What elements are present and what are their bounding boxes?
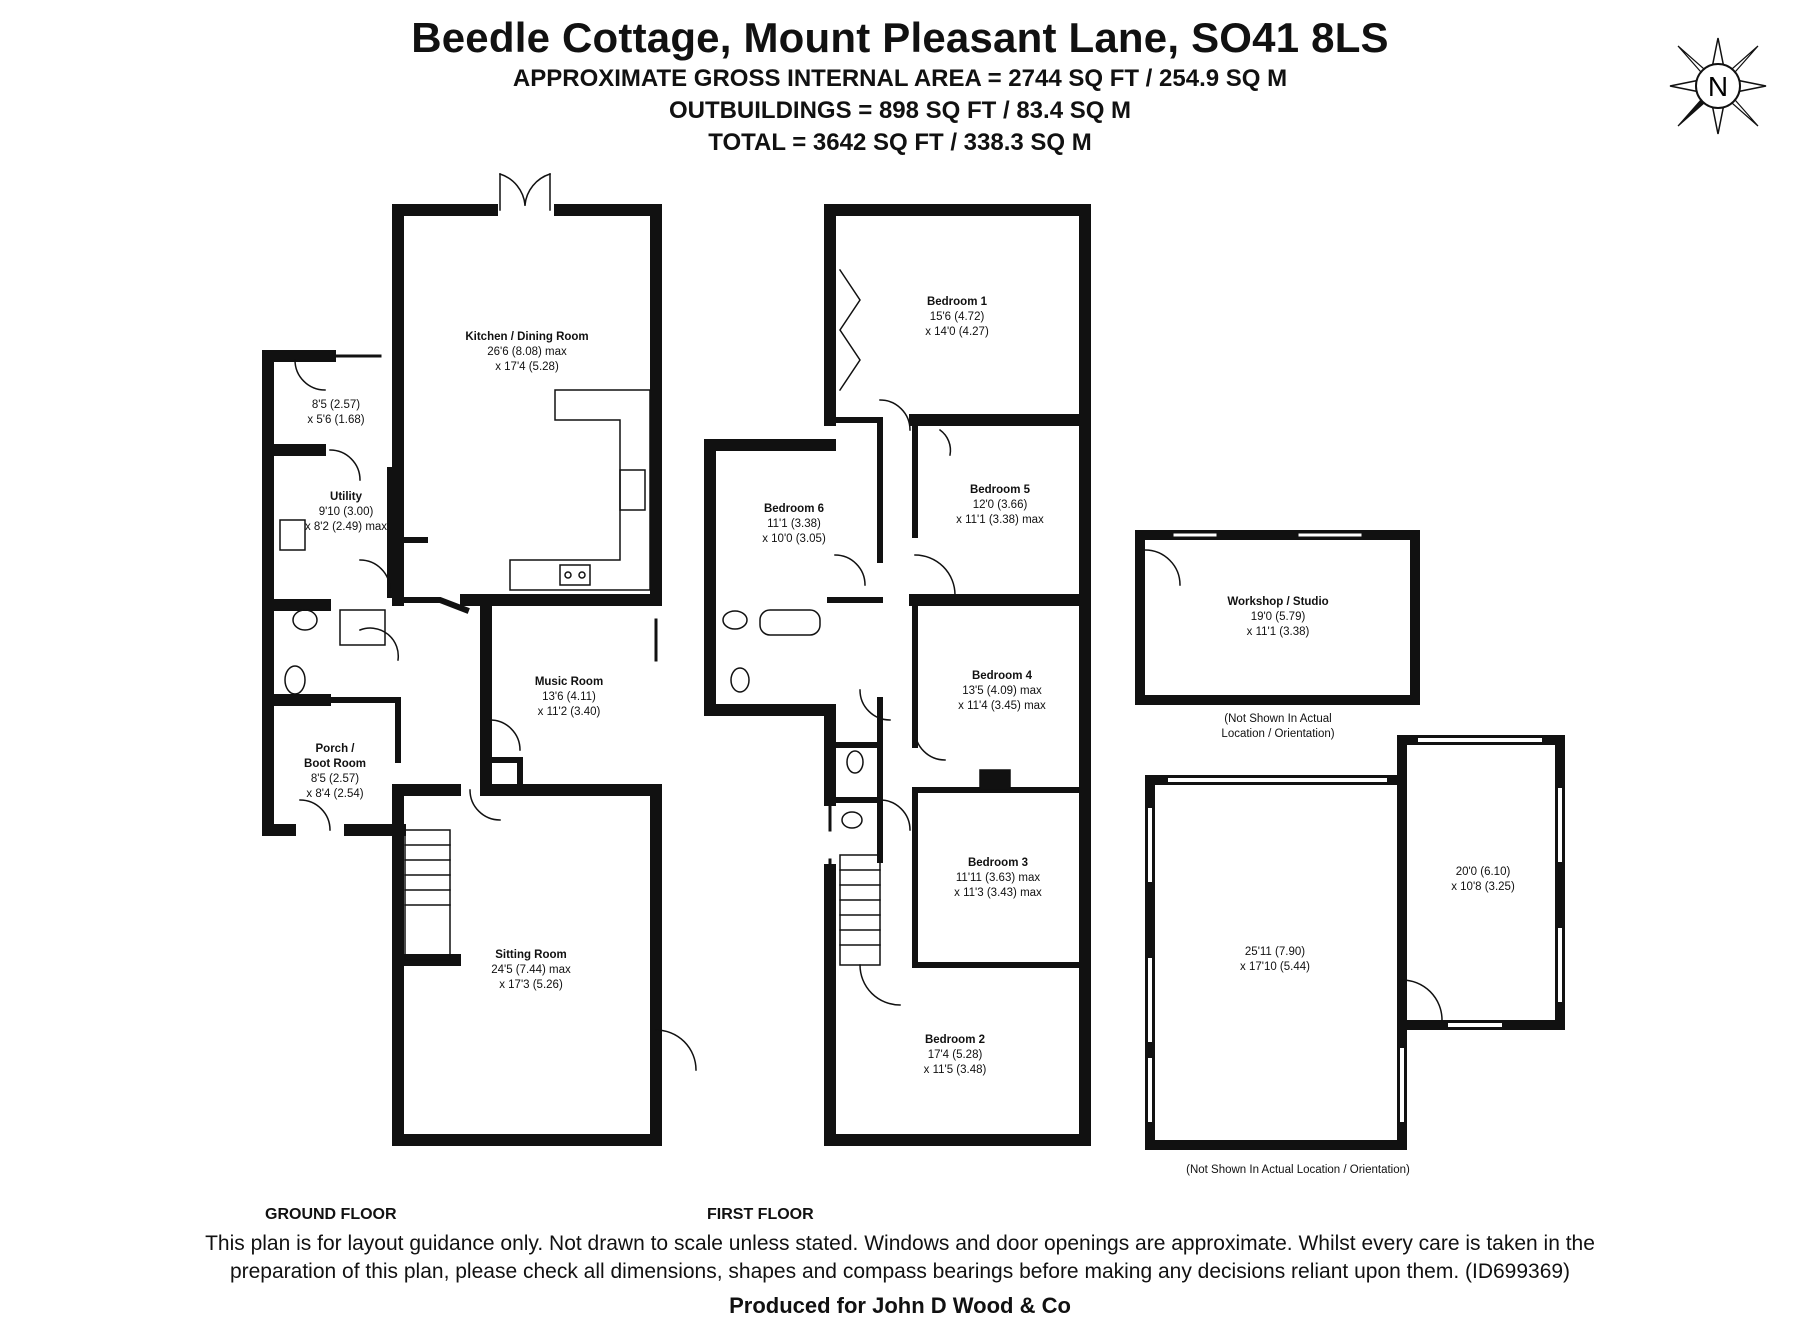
bedroom-1-dim1: 15'6 (4.72) — [929, 311, 985, 323]
bedroom-5-name: Bedroom 5 — [969, 484, 1031, 496]
workshop-fixtures — [1145, 550, 1180, 585]
workshop-dim2: x 11'1 (3.38) — [1246, 626, 1310, 638]
store-dim1: 8'5 (2.57) — [311, 399, 361, 411]
garage-openings — [1150, 740, 1560, 1120]
large-garage-dim2: x 17'10 (5.44) — [1240, 961, 1310, 973]
large-garage-dim1: 25'11 (7.90) — [1244, 946, 1306, 958]
music-room-name: Music Room — [534, 676, 604, 688]
garage-fixtures — [1402, 980, 1442, 1020]
bedroom-5-dim2: x 11'1 (3.38) max — [956, 514, 1044, 526]
compass-letter: N — [1707, 71, 1729, 102]
first-floor-label: FIRST FLOOR — [707, 1206, 814, 1223]
bedroom-6-dim1: 11'1 (3.38) — [767, 518, 821, 530]
garage-note: (Not Shown In Actual Location / Orientation) — [1186, 1164, 1410, 1176]
disclaimer-line-1: This plan is for layout guidance only. Not drawn to scale unless stated. Windows and door openings are approximate. Whilst every care is taken in the — [205, 1232, 1595, 1255]
bedroom-6-name: Bedroom 6 — [763, 503, 825, 515]
workshop-note-1: (Not Shown In Actual — [1224, 713, 1332, 725]
porch-name-2: Boot Room — [304, 758, 366, 770]
store-dim2: x 5'6 (1.68) — [307, 414, 365, 426]
music-room-dim2: x 11'2 (3.40) — [537, 706, 601, 718]
bedroom-2-dim2: x 11'5 (3.48) — [923, 1064, 987, 1076]
bedroom-4-name: Bedroom 4 — [971, 670, 1033, 682]
sitting-room-dim1: 24'5 (7.44) max — [491, 964, 571, 976]
bedroom-1-dim2: x 14'0 (4.27) — [925, 326, 989, 338]
kitchen-dim2: x 17'4 (5.28) — [495, 361, 559, 373]
workshop-note-2: Location / Orientation) — [1221, 728, 1335, 740]
workshop-dim1: 19'0 (5.79) — [1250, 611, 1306, 623]
sitting-room-name: Sitting Room — [495, 949, 567, 961]
produced-for-line: Produced for John D Wood & Co — [729, 1293, 1071, 1318]
outbuildings-line: OUTBUILDINGS = 898 SQ FT / 83.4 SQ M — [668, 97, 1132, 124]
garage-walls — [1150, 740, 1560, 1145]
bedroom-4-dim1: 13'5 (4.09) max — [962, 685, 1042, 697]
ground-floor-label: GROUND FLOOR — [265, 1206, 397, 1223]
kitchen-name: Kitchen / Dining Room — [465, 331, 589, 343]
bedroom-1-name: Bedroom 1 — [926, 296, 988, 308]
disclaimer-line-2: preparation of this plan, please check all dimensions, shapes and compass bearings before making any decisions reliant upon them. (ID699369) — [229, 1260, 1571, 1283]
bedroom-3-dim2: x 11'3 (3.43) max — [954, 887, 1042, 899]
bedroom-3-name: Bedroom 3 — [967, 857, 1029, 869]
music-room-dim1: 13'6 (4.11) — [542, 691, 596, 703]
utility-name: Utility — [330, 491, 362, 503]
bedroom-2-dim1: 17'4 (5.28) — [927, 1049, 983, 1061]
property-title: Beedle Cottage, Mount Pleasant Lane, SO41 8LS — [411, 14, 1389, 61]
sitting-room-dim2: x 17'3 (5.26) — [499, 979, 563, 991]
bedroom-4-dim2: x 11'4 (3.45) max — [958, 700, 1046, 712]
porch-name-1: Porch / — [315, 743, 355, 755]
small-garage-dim2: x 10'8 (3.25) — [1451, 881, 1515, 893]
ground-floor-walls — [268, 210, 656, 1140]
small-garage-dim1: 20'0 (6.10) — [1455, 866, 1511, 878]
kitchen-dim1: 26'6 (8.08) max — [487, 346, 567, 358]
porch-dim1: 8'5 (2.57) — [310, 773, 360, 785]
total-area-line: TOTAL = 3642 SQ FT / 338.3 SQ M — [708, 129, 1092, 156]
utility-dim2: x 8'2 (2.49) max — [304, 521, 388, 533]
porch-dim2: x 8'4 (2.54) — [306, 788, 364, 800]
workshop-name: Workshop / Studio — [1227, 596, 1329, 608]
gross-area-line: APPROXIMATE GROSS INTERNAL AREA = 2744 SQ FT / 254.9 SQ M — [512, 65, 1288, 92]
bedroom-5-dim1: 12'0 (3.66) — [972, 499, 1028, 511]
disclaimer-footer — [0, 1230, 1800, 1320]
bedroom-3-dim1: 11'11 (3.63) max — [955, 872, 1041, 884]
utility-dim1: 9'10 (3.00) — [318, 506, 374, 518]
bedroom-6-dim2: x 10'0 (3.05) — [762, 533, 826, 545]
bedroom-2-name: Bedroom 2 — [924, 1034, 986, 1046]
